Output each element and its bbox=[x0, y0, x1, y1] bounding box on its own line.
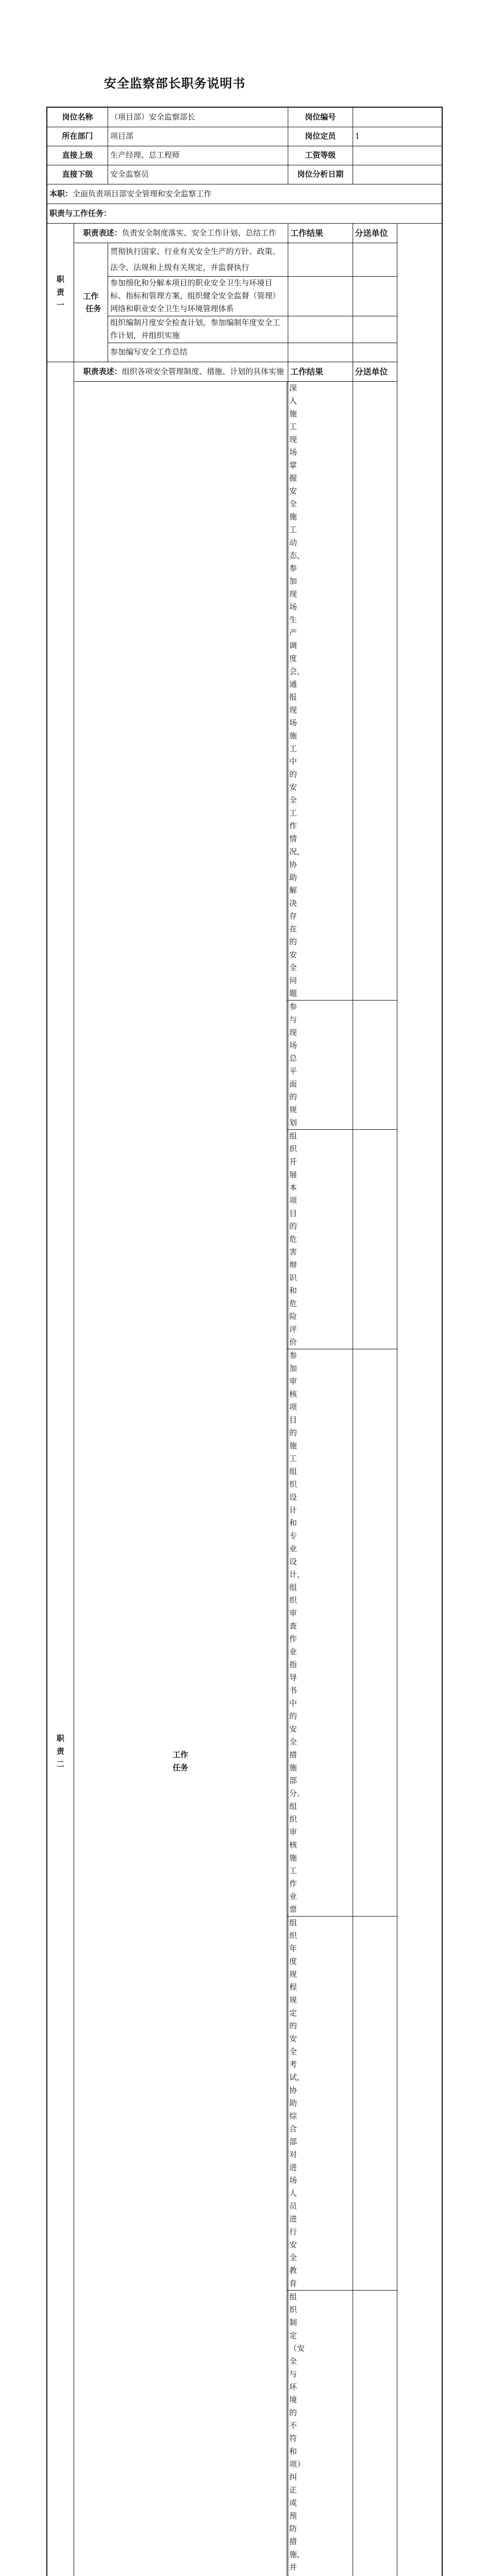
job-description-table bbox=[46, 107, 443, 2576]
task-label: 工作 任务 bbox=[74, 381, 287, 2576]
task-label: 工作 任务 bbox=[74, 243, 108, 362]
task-result bbox=[288, 381, 353, 1000]
duty-statement-row bbox=[47, 223, 442, 243]
info-row bbox=[47, 107, 442, 127]
task-dest bbox=[353, 316, 397, 343]
task-text: 组织编制月度安全检查计划，参加编制年度安全工作计划，并组织实施 bbox=[108, 316, 288, 343]
core-duty bbox=[47, 184, 442, 204]
task-text: 深入施工现场掌握安全施工动态，参加现场生产调度会，通报现场施工中的安全工作情况，协助解决存在的安全问题 bbox=[287, 381, 288, 1000]
position-code-label: 岗位编号 bbox=[288, 107, 353, 127]
duties-heading: 职责与工作任务： bbox=[47, 204, 442, 223]
duty-statement: 职责表述：组织各项安全管理制度、措施、计划的具体实施 bbox=[74, 362, 288, 381]
task-text: 贯彻执行国家、行业有关安全生产的方针、政策、法令、法规和上级有关规定，并监督执行 bbox=[108, 243, 288, 276]
task-result bbox=[288, 343, 353, 362]
task-text: 组织制定（安全与环境的不符和项）纠正或预防措施，并 bbox=[287, 2290, 288, 2576]
task-result bbox=[288, 243, 353, 276]
superior-value: 生产经理、总工程师 bbox=[108, 146, 288, 165]
task-result bbox=[288, 1349, 353, 1916]
task-text: 参加细化和分解本项目的职业安全卫生与环境目标、指标和管理方案，组织健全安全监督（管理）网络和职业安全卫生与环境管理体系 bbox=[108, 276, 288, 316]
info-row bbox=[47, 127, 442, 146]
task-dest bbox=[353, 1000, 397, 1129]
analysis-date-label: 岗位分析日期 bbox=[288, 165, 353, 184]
task-result bbox=[288, 2290, 353, 2576]
task-result bbox=[288, 1916, 353, 2290]
salary-grade-label: 工资等级 bbox=[288, 146, 353, 165]
task-dest bbox=[353, 2290, 397, 2576]
task-result bbox=[288, 276, 353, 316]
info-row bbox=[47, 165, 442, 184]
duty-statement: 职责表述：负责安全制度落实、安全工作计划、总结工作 bbox=[74, 223, 288, 243]
task-text: 组织年度规程规定的安全考试，协助综合部对进场人员进行安全教育 bbox=[287, 1916, 288, 2290]
task-dest bbox=[353, 1916, 397, 2290]
task-result bbox=[288, 1129, 353, 1349]
task-result bbox=[288, 316, 353, 343]
position-code-value bbox=[353, 107, 442, 127]
task-text: 参与现场总平面的规划 bbox=[287, 1000, 288, 1129]
duty-label-2: 职 责 二 bbox=[47, 362, 74, 2576]
superior-label: 直接上级 bbox=[47, 146, 108, 165]
document-title: 安全监察部长职务说明书 bbox=[104, 76, 246, 91]
dest-header: 分送单位 bbox=[353, 223, 397, 243]
department-label: 所在部门 bbox=[47, 127, 108, 146]
position-name-label: 岗位名称 bbox=[47, 107, 108, 127]
duties-heading-row bbox=[47, 204, 442, 223]
core-duty-row bbox=[47, 184, 442, 204]
subordinate-value: 安全监察员 bbox=[108, 165, 288, 184]
salary-grade-value bbox=[353, 146, 442, 165]
task-row bbox=[47, 381, 442, 1000]
info-row bbox=[47, 146, 442, 165]
headcount-value: 1 bbox=[353, 127, 442, 146]
subordinate-label: 直接下级 bbox=[47, 165, 108, 184]
duty-label-1: 职 责 一 bbox=[47, 223, 74, 362]
result-header: 工作结果 bbox=[288, 362, 353, 381]
task-text: 组织开展本项目的危害辩识和危险评价 bbox=[287, 1129, 288, 1349]
task-dest bbox=[353, 1349, 397, 1916]
task-dest bbox=[353, 381, 397, 1000]
task-dest bbox=[353, 343, 397, 362]
duty-statement-row bbox=[47, 362, 442, 381]
core-duty-label: 本职： bbox=[49, 189, 73, 198]
dest-header: 分送单位 bbox=[353, 362, 397, 381]
task-row bbox=[47, 243, 442, 276]
task-text: 参加编写安全工作总结 bbox=[108, 343, 288, 362]
headcount-label: 岗位定员 bbox=[288, 127, 353, 146]
task-dest bbox=[353, 1129, 397, 1349]
task-dest bbox=[353, 243, 397, 276]
task-result bbox=[288, 1000, 353, 1129]
result-header: 工作结果 bbox=[288, 223, 353, 243]
position-name-value: （项目部）安全监察部长 bbox=[108, 107, 288, 127]
core-duty-text: 全面负责项目部安全管理和安全监察工作 bbox=[73, 189, 212, 198]
task-text: 参加审核项目的施工组织设计和专业设计，组织审查作业指导书中的安全措施部分。组织审核施工作业票 bbox=[287, 1349, 288, 1916]
task-dest bbox=[353, 276, 397, 316]
department-value: 项目部 bbox=[108, 127, 288, 146]
analysis-date-value bbox=[353, 165, 442, 184]
